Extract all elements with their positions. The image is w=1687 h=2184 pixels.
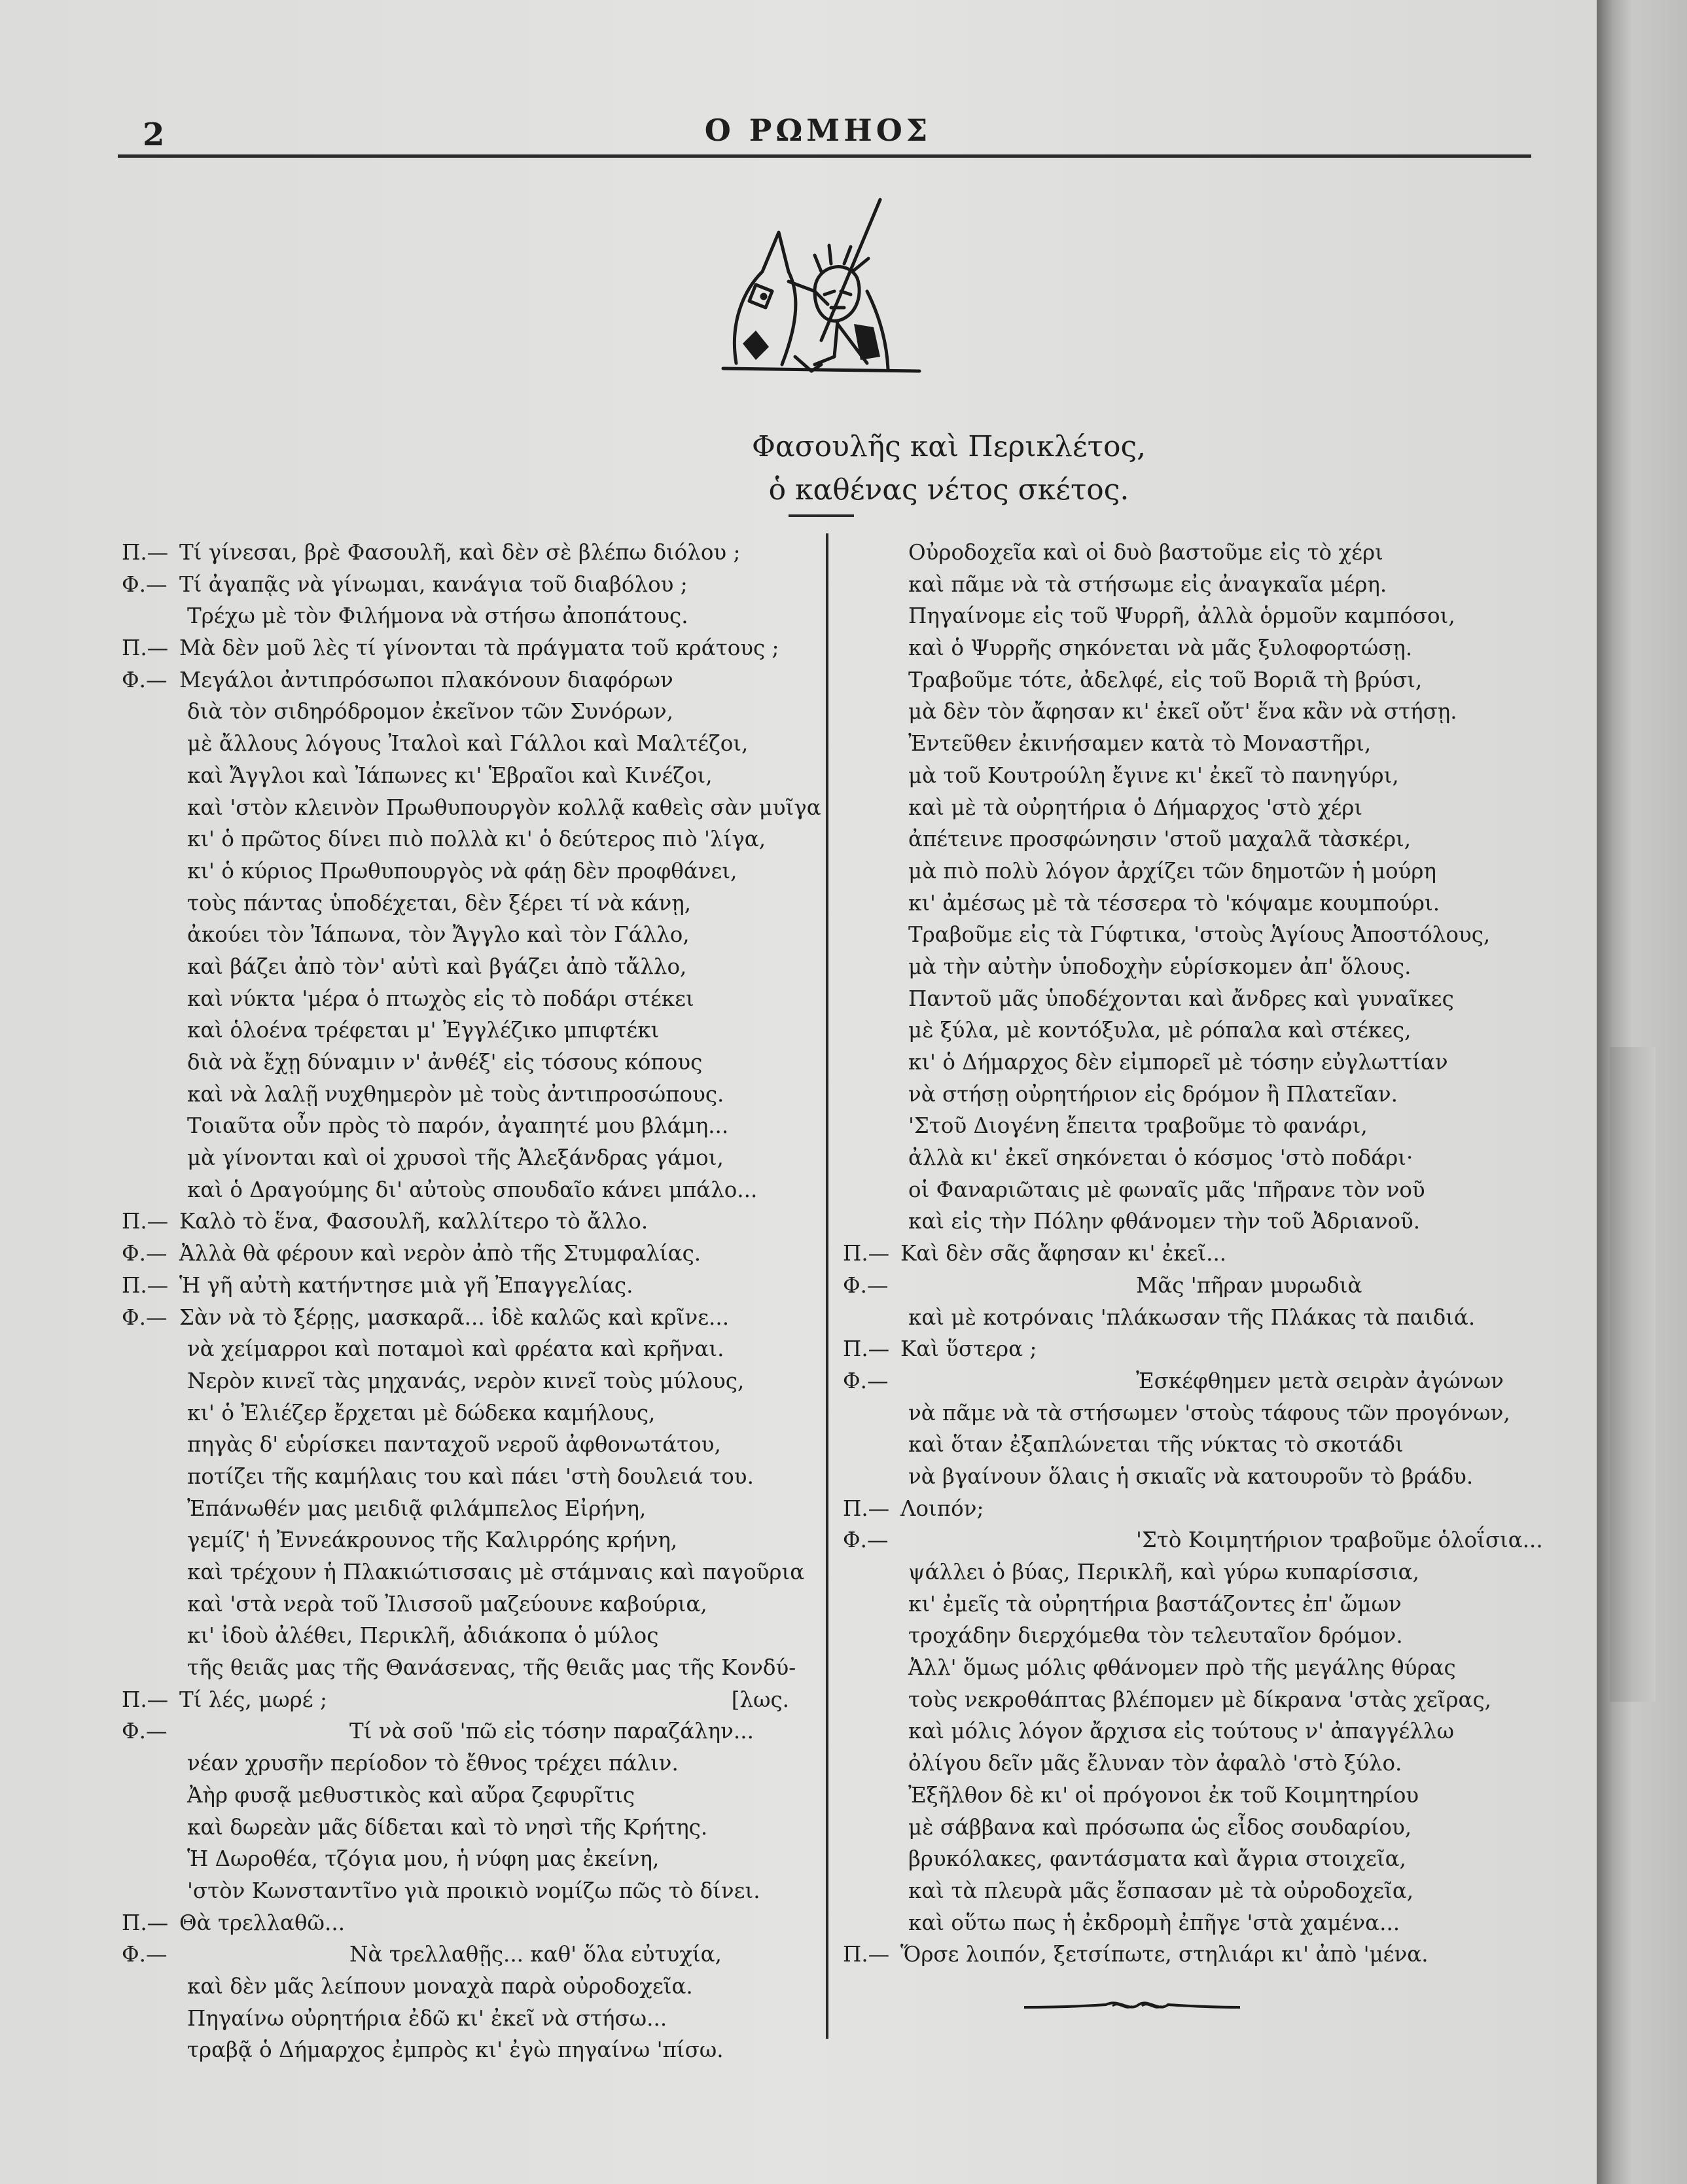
verse-text: κι' ἰδοὺ ἀλέθει, Περικλῆ, ἀδιάκοπα ὁ μύλος: [187, 1623, 659, 1649]
verse-line: [843, 1556, 1569, 1588]
verse-line: [122, 1493, 815, 1525]
verse-line: [122, 1014, 815, 1047]
verse-line: [843, 1270, 1569, 1302]
speaker-label: Π.—: [843, 1336, 890, 1362]
verse-line: [843, 1715, 1569, 1747]
verse-line: [843, 1206, 1569, 1238]
verse-line: [843, 1875, 1569, 1907]
verse-line: [843, 1588, 1569, 1620]
verse-text: Σὰν νὰ τὸ ξέρῃς, μασκαρᾶ... ἰδὲ καλῶς καὶ κρῖνε...: [179, 1304, 730, 1330]
verse-line: [122, 792, 821, 824]
verse-text: κι' ὁ Δήμαρχος δὲν εἰμπορεῖ μὲ τόσην εὐγλωττίαν: [908, 1050, 1448, 1075]
verse-text: καὶ 'στὸν κλεινὸν Πρωθυπουργὸν κολλᾷ καθεὶς σὰν μυῖγα: [187, 795, 821, 820]
verse-line: [122, 1397, 815, 1429]
verse-text: καὶ δὲν μᾶς λείπουν μοναχὰ παρὰ οὐροδοχεῖα.: [187, 1973, 693, 1999]
verse-line: [843, 1747, 1569, 1780]
verse-text: Μεγάλοι ἀντιπρόσωποι πλακόνουν διαφόρων: [179, 667, 673, 692]
verse-text: ἀκούει τὸν Ἰάπωνα, τὸν Ἄγγλο καὶ τὸν Γάλλο,: [187, 922, 690, 948]
verse-text: Ἡ γῆ αὐτὴ κατήντησε μιὰ γῆ Ἐπαγγελίας.: [179, 1272, 633, 1298]
verse-line: [843, 1110, 1569, 1142]
verse-text: καὶ ὅταν ἐξαπλώνεται τῆς νύκτας τὸ σκοτάδι: [908, 1432, 1404, 1458]
verse-text: Καὶ δὲν σᾶς ἄφησαν κι' ἐκεῖ...: [900, 1241, 1227, 1266]
speaker-label: Φ.—: [122, 571, 168, 597]
verse-line: [122, 1780, 815, 1812]
verse-line: [122, 2003, 815, 2035]
title-line-1: Φασουλῆς καὶ Περικλέτος,: [751, 430, 1146, 463]
verse-text: καὶ Ἄγγλοι καὶ Ἰάπωνες κι' Ἑβραῖοι καὶ Κινέζοι,: [187, 762, 713, 788]
verse-line: [843, 1079, 1569, 1111]
verse-line: [843, 632, 1569, 664]
verse-line: [122, 600, 815, 632]
right-column: [843, 537, 1569, 1971]
verse-text: Πηγαίνω οὐρητήρια ἐδῶ κι' ἐκεῖ νὰ στήσω...: [187, 2005, 667, 2031]
verse-text: τροχάδην διερχόμεθα τὸν τελευταῖον δρόμον.: [908, 1623, 1403, 1649]
verse-text: καὶ οὕτω πως ἡ ἐκδρομὴ ἐπῆγε 'στὰ χαμένα...: [908, 1910, 1400, 1935]
verse-text: καὶ εἰς τὴν Πόλην φθάνομεν τὴν τοῦ Ἀδριανοῦ.: [908, 1209, 1421, 1234]
verse-line: [122, 855, 815, 887]
speaker-label: Φ.—: [122, 1241, 168, 1266]
verse-line: [843, 823, 1569, 855]
verse-line: [843, 951, 1569, 983]
speaker-label: Φ.—: [122, 1942, 168, 1967]
verse-text: καὶ τὰ πλευρὰ μᾶς ἔσπασαν μὲ τὰ οὐροδοχεῖα,: [908, 1878, 1414, 1903]
speaker-label: Π.—: [843, 1495, 890, 1521]
verse-text: καὶ ὁ Δραγούμης δι' αὐτοὺς σπουδαῖο κάνει μπάλο...: [187, 1177, 758, 1202]
verse-line: [843, 664, 1569, 696]
verse-line: [843, 1524, 1569, 1556]
verse-text: Τραβοῦμε εἰς τὰ Γύφτικα, 'στοὺς Ἁγίους Ἀποστόλους,: [908, 922, 1491, 948]
verse-text: μὰ γίνονται καὶ οἱ χρυσοὶ τῆς Ἀλεξάνδρας γάμοι,: [187, 1145, 724, 1171]
speaker-label: Φ.—: [122, 1719, 168, 1744]
verse-text: νὰ χείμαρροι καὶ ποταμοὶ καὶ φρέατα καὶ κρῆναι.: [187, 1336, 724, 1362]
speaker-label: Φ.—: [843, 1272, 889, 1298]
verse-line: [122, 983, 815, 1015]
verse-line: [122, 1429, 815, 1461]
two-puppets-fighting-illustration: [717, 193, 926, 389]
title-line-2: ὁ καθένας νέτος σκέτος.: [768, 473, 1129, 507]
verse-line: [122, 1843, 815, 1875]
verse-text: διὰ τὸν σιδηρόδρομον ἐκεῖνον τῶν Συνόρων,: [187, 699, 673, 725]
verse-text: Ἡ Δωροθέα, τζόγια μου, ἡ νύφη μας ἐκείνη,: [187, 1846, 660, 1872]
verse-line: [843, 1429, 1569, 1461]
verse-text: Νερὸν κινεῖ τὰς μηχανάς, νερὸν κινεῖ τοὺς μύλους,: [187, 1368, 745, 1393]
verse-line: [122, 1556, 815, 1588]
verse-text: καὶ νύκτα 'μέρα ὁ πτωχὸς εἰς τὸ ποδάρι στέκει: [187, 986, 694, 1011]
verse-line: [122, 1812, 815, 1844]
verse-text: μὰ τοῦ Κουτρούλη ἔγινε κι' ἐκεῖ τὸ πανηγύρι,: [908, 762, 1399, 788]
speaker-label: Φ.—: [122, 667, 168, 692]
verse-text: Ἀλλ' ὅμως μόλις φθάνομεν πρὸ τῆς μεγάλης θύρας: [908, 1655, 1456, 1681]
verse-line: [843, 983, 1569, 1015]
verse-line: [122, 823, 815, 855]
verse-text: Τί ἀγαπᾷς νὰ γίνωμαι, κανάγια τοῦ διαβόλου ;: [179, 571, 688, 597]
speaker-label: Π.—: [843, 1942, 890, 1967]
verse-text: καὶ ὁ Ψυρρῆς σηκόνεται νὰ μᾶς ξυλοφορτώσῃ.: [908, 636, 1413, 661]
verse-text: Ἀλλὰ θὰ φέρουν καὶ νερὸν ἀπὸ τῆς Στυμφαλίας.: [179, 1241, 701, 1266]
verse-line: [122, 728, 815, 760]
verse-line: [122, 1971, 815, 2003]
verse-line: [843, 1014, 1569, 1047]
verse-tail: [λως.: [731, 1687, 789, 1712]
speaker-label: Φ.—: [843, 1528, 889, 1553]
verse-text: Θὰ τρελλαθῶ...: [179, 1910, 346, 1935]
verse-line: [122, 2034, 815, 2066]
verse-line: [843, 919, 1569, 951]
verse-line: [843, 887, 1569, 920]
verse-text: καὶ νὰ λαλῇ νυχθημερὸν μὲ τοὺς ἀντιπροσώπους.: [187, 1081, 724, 1107]
verse-text: μὰ τὴν αὐτὴν ὑποδοχὴν εὑρίσκομεν ἀπ' ὅλους.: [908, 954, 1412, 979]
verse-text: νέαν χρυσῆν περίοδον τὸ ἔθνος τρέχει πάλιν.: [187, 1751, 679, 1776]
verse-line: [122, 1652, 815, 1684]
header-rule: [118, 154, 1531, 158]
verse-text: Τί γίνεσαι, βρὲ Φασουλῆ, καὶ δὲν σὲ βλέπω διόλου ;: [179, 540, 741, 565]
verse-text: Ἐντεῦθεν ἐκινήσαμεν κατὰ τὸ Μοναστῆρι,: [908, 731, 1372, 757]
verse-line: [843, 1620, 1569, 1652]
verse-line: [122, 1333, 815, 1365]
verse-text: νὰ βγαίνουν ὅλαις ἡ σκιαῖς νὰ κατουροῦν τὸ βράδυ.: [908, 1463, 1474, 1489]
verse-text: κι' ἀμέσως μὲ τὰ τέσσερα τὸ 'κόψαμε κουμπούρι.: [908, 890, 1440, 916]
verse-text: κι' ὁ πρῶτος δίνει πιὸ πολλὰ κι' ὁ δεύτερος πιὸ 'λίγα,: [187, 827, 766, 852]
verse-text: Καὶ ὕστερα ;: [900, 1336, 1037, 1362]
verse-text: οἱ Φαναριῶταις μὲ φωναῖς μᾶς 'πῆρανε τὸν νοῦ: [908, 1177, 1425, 1202]
verse-line: [843, 728, 1569, 760]
verse-line: [122, 1302, 815, 1334]
speaker-label: Φ.—: [122, 1304, 168, 1330]
verse-text: Μὰ δὲν μοῦ λὲς τί γίνονται τὰ πράγματα τοῦ κράτους ;: [179, 636, 779, 661]
verse-text: Μᾶς 'πῆραν μυρωδιὰ: [1136, 1272, 1362, 1298]
verse-line: [843, 1047, 1569, 1079]
verse-text: καὶ δωρεὰν μᾶς δίδεται καὶ τὸ νησὶ τῆς Κρήτης.: [187, 1814, 708, 1840]
verse-line: [122, 1174, 815, 1206]
verse-text: καὶ μὲ κοτρόναις 'πλάκωσαν τῆς Πλάκας τὰ παιδιά.: [908, 1304, 1476, 1330]
verse-line: [122, 760, 815, 792]
verse-line: [843, 1939, 1569, 1971]
verse-text: τῆς θειᾶς μας τῆς Θανάσενας, τῆς θειᾶς μας τῆς Κονδύ-: [187, 1655, 796, 1681]
verse-text: νὰ πᾶμε νὰ τὰ στήσωμεν 'στοὺς τάφους τῶν προγόνων,: [908, 1400, 1510, 1425]
page-number: 2: [143, 116, 165, 153]
verse-text: 'Στὸ Κοιμητήριον τραβοῦμε ὁλοΐσια...: [1136, 1528, 1543, 1553]
speaker-label: Π.—: [122, 636, 169, 661]
verse-line: [122, 1875, 815, 1907]
verse-text: Καλὸ τὸ ἕνα, Φασουλῆ, καλλίτερο τὸ ἄλλο.: [179, 1209, 648, 1234]
verse-line: [122, 1142, 815, 1174]
verse-text: μὲ ξύλα, μὲ κοντόξυλα, μὲ ρόπαλα καὶ στέκες,: [908, 1018, 1412, 1043]
verse-text: Ἐξῆλθον δὲ κι' οἱ πρόγονοι ἐκ τοῦ Κοιμητηρίου: [908, 1782, 1419, 1808]
verse-text: τραβᾷ ὁ Δήμαρχος ἐμπρὸς κι' ἐγὼ πηγαίνω 'πίσω.: [187, 2037, 724, 2063]
verse-line: [122, 1079, 815, 1111]
verse-line: [122, 1206, 815, 1238]
verse-line: [122, 664, 815, 696]
verse-line: [122, 1365, 815, 1397]
verse-text: Οὐροδοχεῖα καὶ οἱ δυὸ βαστοῦμε εἰς τὸ χέρι: [908, 540, 1383, 565]
verse-text: Τοιαῦτα οὖν πρὸς τὸ παρόν, ἀγαπητέ μου βλάμη...: [187, 1113, 729, 1139]
verse-line: [843, 1365, 1569, 1397]
verse-line: [843, 1684, 1569, 1716]
verse-text: 'στὸν Κωνσταντῖνο γιὰ προικιὸ νομίζω πῶς τὸ δίνει.: [187, 1878, 760, 1903]
verse-text: τοὺς πάντας ὑποδέχεται, δὲν ξέρει τί νὰ κάνῃ,: [187, 890, 692, 916]
verse-line: [843, 1142, 1569, 1174]
speaker-label: Π.—: [122, 1209, 169, 1234]
verse-text: καὶ τρέχουν ἡ Πλακιώτισσαις μὲ στάμναις καὶ παγοῦρια: [187, 1560, 805, 1584]
verse-text: καὶ ὁλοένα τρέφεται μ' Ἐγγλέζικο μπιφτέκι: [187, 1018, 660, 1043]
verse-line: [122, 632, 815, 664]
verse-text: Ὅρσε λοιπόν, ξετσίπωτε, στηλιάρι κι' ἀπὸ 'μένα.: [900, 1942, 1429, 1967]
verse-line: [843, 1174, 1569, 1206]
verse-line: [122, 1747, 815, 1780]
verse-line: [843, 1843, 1569, 1875]
verse-text: κι' ὁ κύριος Πρωθυπουργὸς νὰ φάῃ δὲν προφθάνει,: [187, 858, 737, 884]
verse-line: [843, 1397, 1569, 1429]
verse-text: καὶ μὲ τὰ οὐρητήρια ὁ Δήμαρχος 'στὸ χέρι: [908, 795, 1363, 820]
verse-line: [122, 887, 815, 920]
verse-line: [122, 951, 815, 983]
speaker-label: Φ.—: [843, 1368, 889, 1393]
verse-line: [122, 1715, 815, 1747]
verse-text: Τραβοῦμε τότε, ἀδελφέ, εἰς τοῦ Βοριᾶ τὴ βρύσι,: [908, 667, 1423, 692]
verse-line: [843, 855, 1569, 887]
verse-line: [843, 537, 1569, 569]
verse-line: [122, 1907, 815, 1939]
verse-text: Νὰ τρελλαθῇς... καθ' ὅλα εὐτυχία,: [349, 1942, 722, 1967]
verse-line: [122, 696, 815, 728]
verse-line: [122, 1588, 815, 1620]
verse-line: [122, 1110, 815, 1142]
verse-text: Ἐπάνωθέν μας μειδιᾷ φιλάμπελος Εἰρήνη,: [187, 1495, 647, 1521]
verse-text: Ἀὴρ φυσᾷ μεθυστικὸς καὶ αὔρα ζεφυρῖτις: [187, 1782, 635, 1808]
verse-text: ποτίζει τῆς καμήλαις του καὶ πάει 'στὴ δουλειά του.: [187, 1463, 754, 1489]
verse-line: [843, 1461, 1569, 1493]
speaker-label: Π.—: [122, 1910, 169, 1935]
verse-line: [843, 760, 1569, 792]
verse-text: καὶ πᾶμε νὰ τὰ στήσωμε εἰς ἀναγκαῖα μέρη.: [908, 571, 1387, 597]
verse-text: κι' ἐμεῖς τὰ οὐρητήρια βαστάζοντες ἐπ' ὤμων: [908, 1591, 1402, 1617]
verse-line: [122, 569, 815, 601]
verse-line: [843, 569, 1569, 601]
verse-line: [843, 1812, 1569, 1844]
verse-text: Παντοῦ μᾶς ὑποδέχονται καὶ ἄνδρες καὶ γυναῖκες: [908, 986, 1454, 1011]
verse-line: [122, 1461, 815, 1493]
verse-text: Πηγαίνομε εἰς τοῦ Ψυρρῆ, ἀλλὰ ὁρμοῦν καμπόσοι,: [908, 603, 1455, 629]
verse-line: [843, 1493, 1569, 1525]
end-ornament: [1021, 1993, 1243, 2019]
verse-line: [843, 1780, 1569, 1812]
speaker-label: Π.—: [122, 1687, 169, 1712]
poem-title: [524, 425, 1374, 512]
verse-text: ἀλλὰ κι' ἐκεῖ σηκόνεται ὁ κόσμος 'στὸ ποδάρι·: [908, 1145, 1413, 1171]
verse-text: γεμίζ' ἡ Ἐννεάκρουνος τῆς Καλιρρόης κρήνη,: [187, 1528, 678, 1553]
verse-text: μὲ σάββανα καὶ πρόσωπα ὡς εἶδος σουδαρίου,: [908, 1814, 1412, 1840]
verse-line: [122, 1238, 815, 1270]
verse-text: καὶ μόλις λόγον ἄρχισα εἰς τούτους ν' ἀπαγγέλλω: [908, 1719, 1455, 1744]
verse-text: καὶ 'στὰ νερὰ τοῦ Ἰλισσοῦ μαζεύουνε καβούρια,: [187, 1591, 707, 1617]
masthead: Ο ΡΩΜΗΟΣ: [704, 113, 932, 148]
verse-text: ψάλλει ὁ βύας, Περικλῆ, καὶ γύρω κυπαρίσσια,: [908, 1560, 1419, 1584]
verse-text: μὲ ἄλλους λόγους Ἰταλοὶ καὶ Γάλλοι καὶ Μαλτέζοι,: [187, 731, 749, 757]
verse-line: [122, 537, 815, 569]
verse-text: 'Στοῦ Διογένη ἔπειτα τραβοῦμε τὸ φανάρι,: [908, 1113, 1368, 1139]
page-fold: [1610, 1047, 1656, 1702]
verse-line: [843, 1238, 1569, 1270]
verse-line: [122, 1270, 815, 1302]
speaker-label: Π.—: [122, 540, 169, 565]
verse-text: κι' ὁ Ἐλιέζερ ἔρχεται μὲ δώδεκα καμήλους,: [187, 1400, 656, 1425]
verse-line: [122, 1620, 815, 1652]
verse-line: [843, 600, 1569, 632]
speaker-label: Π.—: [843, 1241, 890, 1266]
verse-line: [122, 919, 815, 951]
left-column: [122, 537, 821, 2066]
verse-line: [122, 1524, 815, 1556]
verse-text: μὰ δὲν τὸν ἄφησαν κι' ἐκεῖ οὔτ' ἕνα κἂν νὰ στήσῃ.: [908, 699, 1457, 725]
verse-text: πηγὰς δ' εὑρίσκει πανταχοῦ νεροῦ ἀφθονωτάτου,: [187, 1432, 721, 1458]
verse-text: Λοιπόν;: [900, 1495, 984, 1521]
verse-text: ἀπέτεινε προσφώνησιν 'στοῦ μαχαλᾶ τὰσκέρι,: [908, 827, 1412, 852]
verse-text: τοὺς νεκροθάπτας βλέπομεν μὲ δίκρανα 'στὰς χεῖρας,: [908, 1687, 1491, 1712]
verse-line: [843, 696, 1569, 728]
verse-text: Τρέχω μὲ τὸν Φιλήμονα νὰ στήσω ἀποπάτους.: [187, 603, 688, 629]
verse-line: [843, 792, 1569, 824]
verse-line: [122, 1939, 815, 1971]
column-divider: [826, 533, 828, 2039]
verse-text: καὶ βάζει ἀπὸ τὸν' αὐτὶ καὶ βγάζει ἀπὸ τἄλλο,: [187, 954, 687, 979]
title-rule: [789, 514, 854, 517]
speaker-label: Π.—: [122, 1272, 169, 1298]
verse-line: [843, 1333, 1569, 1365]
verse-text: ὀλίγου δεῖν μᾶς ἔλυναν τὸν ἀφαλὸ 'στὸ ξύλο.: [908, 1751, 1402, 1776]
verse-text: μὰ πιὸ πολὺ λόγον ἀρχίζει τῶν δημοτῶν ἡ μούρη: [908, 858, 1436, 884]
verse-line: [843, 1652, 1569, 1684]
verse-line: [843, 1907, 1569, 1939]
verse-text: βρυκόλακες, φαντάσματα καὶ ἄγρια στοιχεῖα,: [908, 1846, 1406, 1872]
verse-text: Τί νὰ σοῦ 'πῶ εἰς τόσην παραζάλην...: [349, 1719, 754, 1744]
verse-line: [122, 1047, 815, 1079]
verse-text: Ἐσκέφθημεν μετὰ σειρὰν ἀγώνων: [1136, 1368, 1504, 1393]
verse-line: [843, 1302, 1569, 1334]
verse-line: [122, 1684, 815, 1716]
verse-text: διὰ νὰ ἔχῃ δύναμιν ν' ἀνθέξ' εἰς τόσους κόπους: [187, 1050, 703, 1075]
verse-text: νὰ στήσῃ οὐρητήριον εἰς δρόμον ἢ Πλατεῖαν.: [908, 1081, 1398, 1107]
verse-text: Τί λές, μωρέ ;: [179, 1687, 327, 1712]
